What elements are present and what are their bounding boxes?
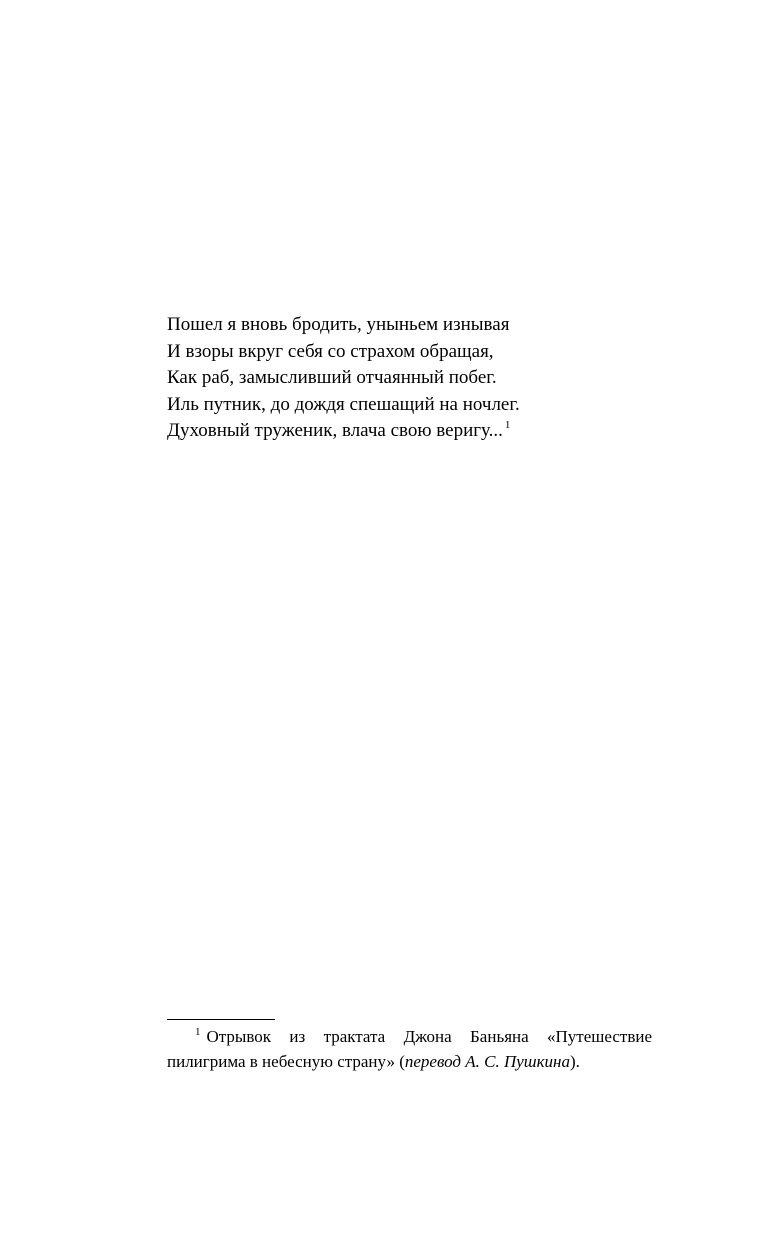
- epigraph-poem: [167, 312, 637, 445]
- footnote-text: Отрывок из трактата Джона Баньяна «Путешествие пилигрима в небесную страну» (: [167, 1027, 652, 1071]
- footnote: [167, 1024, 652, 1074]
- footnote-end: ).: [570, 1052, 580, 1071]
- poem-line-3: Как раб, замысливший отчаянный побег.: [167, 367, 497, 388]
- footnote-translation-credit: перевод А. С. Пушкина: [404, 1052, 570, 1071]
- poem-line-2: И взоры вкруг себя со страхом обращая,: [167, 340, 494, 362]
- poem-line-4: Иль путник, до дождя спешащий на ночлег.: [167, 393, 520, 415]
- footnote-reference[interactable]: 1: [504, 419, 511, 431]
- poem-line-5: Духовный труженик, влача свою веригу...: [167, 420, 503, 441]
- poem-line-5-wrapper: [167, 418, 637, 445]
- poem-line-1: Пошел я вновь бродить, уныньем изнывая: [167, 314, 510, 335]
- footnote-divider: [167, 1019, 275, 1020]
- footnote-marker: 1: [195, 1026, 201, 1038]
